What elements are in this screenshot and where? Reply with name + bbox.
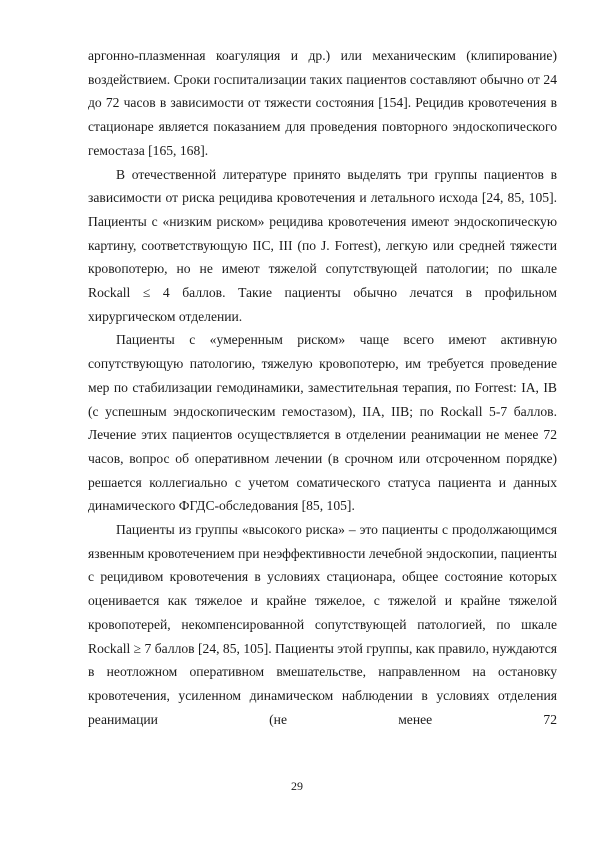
text-line: сопутствующую патологию, тяжелую кровопотерю, им требуется проведение xyxy=(88,356,557,372)
text-line: баллов. Лечение этих пациентов осуществляется в отделении реанимации не xyxy=(88,403,557,443)
text-line: данных динамического ФГДС-обследования [85, 105]. xyxy=(88,474,557,514)
text-line: продолжающимся язвенным кровотечением при неэффективности лечебной xyxy=(88,522,557,561)
text-line: вмешательстве, направленном на остановку кровотечения, усиленном xyxy=(88,664,557,703)
text-line: В отечественной литературе принято выделять три группы пациентов в xyxy=(116,166,557,182)
text-line: эндоскопическую картину, соответствующую IIC, III (по J. Forrest), легкую xyxy=(88,213,557,253)
text-line: патологии; по шкале Rockall ≤ 4 баллов. Такие пациенты обычно лечатся в xyxy=(88,261,557,301)
paragraph-risk-groups-intro xyxy=(88,163,557,329)
text-line: или средней тяжести кровопотерю, но не имеют тяжелой сопутствующей xyxy=(88,237,557,277)
text-line: эндоскопического гемостаза [165, 168]. xyxy=(88,119,558,158)
text-line: IB (с успешным эндоскопическим гемостазом), IIA, IIB; по Rockall 5-7 xyxy=(88,379,557,419)
text-line: 24 до 72 часов в зависимости от тяжести состояния [154]. Рецидив xyxy=(88,71,557,111)
text-line: динамическом наблюдении в условиях отделения реанимации (не менее 72 xyxy=(88,687,557,727)
text-line: Пациенты из группы «высокого риска» – это пациенты с xyxy=(116,522,449,538)
text-line: аргонно-плазменная коагуляция и др.) или механическим (клипирование) xyxy=(88,48,557,63)
text-line: сопутствующей патологией, по шкале Rockall ≥ 7 баллов [24, 85, 105]. xyxy=(88,616,557,656)
paragraph-continuation xyxy=(88,44,557,163)
text-line: Пациенты с «умеренным риском» чаще всего имеют активную xyxy=(116,332,557,348)
text-line: кровотечения в стационаре является показанием для проведения повторного xyxy=(88,95,557,135)
text-line: 105]. Пациенты с «низким риском» рецидива кровотечения имеют xyxy=(88,190,557,229)
text-line: тяжелой и крайне тяжелой кровопотерей, некомпенсированной xyxy=(88,593,557,632)
text-line: зависимости от риска рецидива кровотечения и летального исхода [24, 85, xyxy=(88,190,525,206)
text-line: порядке) решается коллегиально с учетом соматического статуса пациента и xyxy=(88,450,558,490)
body-text xyxy=(88,44,557,731)
paragraph-high-risk xyxy=(88,518,557,731)
page-number: 29 xyxy=(291,779,303,793)
text-line: профильном хирургическом отделении. xyxy=(88,285,557,324)
text-line: воздействием. Сроки госпитализации таких пациентов составляют обычно от xyxy=(88,71,540,87)
paragraph-moderate-risk xyxy=(88,328,557,518)
text-line: эндоскопии, пациенты с рецидивом кровотечения в условиях стационара, xyxy=(88,545,557,585)
text-line: мер по стабилизации гемодинамики, заместительная терапия, по Forrest: IA, xyxy=(88,379,539,395)
text-line: Пациенты этой группы, как правило, нуждаются в неотложном оперативном xyxy=(88,640,557,680)
text-line: менее 72 часов, вопрос об оперативном лечении (в срочном или отсроченном xyxy=(88,427,557,466)
text-line: общее состояние которых оценивается как тяжелое и крайне тяжелое, с xyxy=(88,569,557,609)
